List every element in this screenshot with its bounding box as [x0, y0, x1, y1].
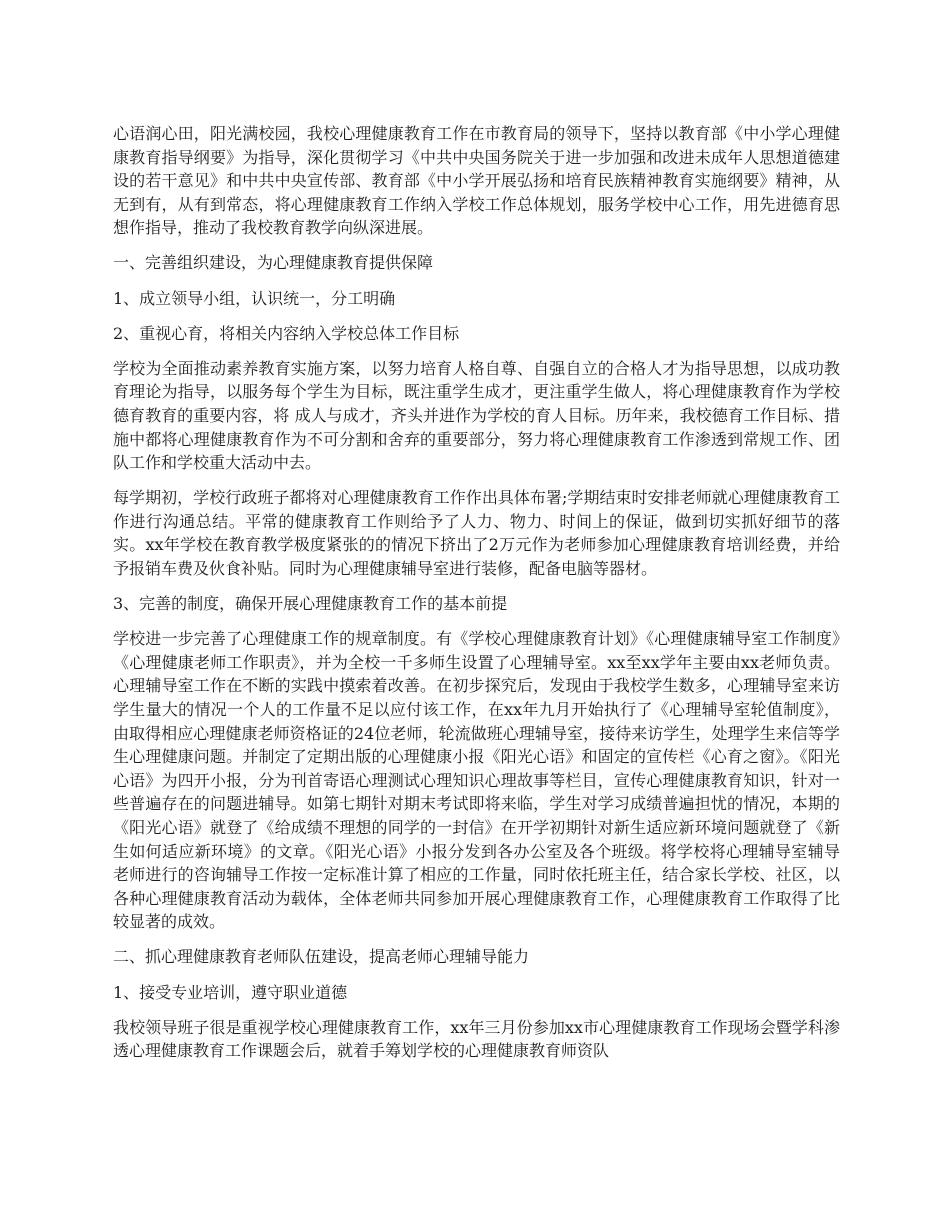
subheading-leadership-group: 1、成立领导小组，认识统一，分工明确: [113, 288, 396, 308]
paragraph-quality-education: 学校为全面推动素养教育实施方案，以努力培育人格自尊、自强自立的合格人才为指导思想，以成功教育理论为指导，以服务每个学生为目标，既注重学生成才，更注重学生做人，将心理健康教育作为学校德育教育的重要内容，将 成人与成才，齐头并进作为学校的育人目标。历年来，我校德育工作目标、措施中都将心理健康教育作为不可分割和舍弃的重要部分，努力将心理健康教育工作渗透到常规工作、团队工作和学校重大活动中去。: [113, 358, 840, 473]
section-heading-organization: 一、完善组织建设，为心理健康教育提供保障: [113, 253, 434, 273]
document-page: [113, 122, 840, 1074]
subheading-system-improvement: 3、完善的制度，确保开展心理健康教育工作的基本前提: [113, 594, 508, 614]
paragraph-semester-planning: 每学期初，学校行政班子都将对心理健康教育工作作出具体布署;学期结束时安排老师就心理健康教育工作进行沟通总结。平常的健康教育工作则给予了人力、物力、时间上的保证，做到切实抓好细节的落实。xx年学校在教育教学极度紧张的的情况下挤出了2万元作为老师参加心理健康教育培训经费，并给予报销车费及伙食补贴。同时为心理健康辅导室进行装修，配备电脑等器材。: [113, 488, 840, 578]
subheading-professional-training: 1、接受专业培训，遵守职业道德: [113, 982, 348, 1002]
section-heading-teacher-team: 二、抓心理健康教育老师队伍建设，提高老师心理辅导能力: [113, 947, 530, 967]
subheading-psychological-education: 2、重视心育，将相关内容纳入学校总体工作目标: [113, 323, 460, 343]
paragraph-leadership-emphasis: 我校领导班子很是重视学校心理健康教育工作，xx年三月份参加xx市心理健康教育工作现场会暨学科渗透心理健康教育工作课题会后，就着手筹划学校的心理健康教育师资队: [113, 1017, 840, 1061]
paragraph-regulations: 学校进一步完善了心理健康工作的规章制度。有《学校心理健康教育计划》《心理健康辅导室工作制度》《心理健康老师工作职责》，并为全校一千多师生设置了心理辅导室。xx至xx学年主要由xx老师负责。心理辅导室工作在不断的实践中摸索着改善。在初步探究后，发现由于我校学生数多，心理辅导室来访学生量大的情况一个人的工作量不足以应付该工作，在xx年九月开始执行了《心理辅导室轮值制度》，由取得相应心理健康老师资格证的24位老师，轮流做班心理辅导室，接待来访学生，处理学生来信等学生心理健康问题。并制定了定期出版的心理健康小报《阳光心语》和固定的宣传栏《心育之窗》。《阳光心语》为四开小报，分为刊首寄语心理测试心理知识心理故事等栏目，宣传心理健康教育知识，针对一些普遍存在的问题进辅导。如第七期针对期末考试即将来临，学生对学习成绩普遍担忧的情况，本期的《阳光心语》就登了《给成绩不理想的同学的一封信》在开学初期针对新生适应新环境问题就登了《新生如何适应新环境》的文章。《阳光心语》小报分发到各办公室及各个班级。将学校将心理辅导室辅导老师进行的咨询辅导工作按一定标准计算了相应的工作量，同时依托班主任，结合家长学校、社区，以各种心理健康教育活动为载体，全体老师共同参加开展心理健康教育工作，心理健康教育工作取得了比较显著的成效。: [113, 629, 840, 932]
intro-paragraph: 心语润心田，阳光满校园，我校心理健康教育工作在市教育局的领导下，坚持以教育部《中小学心理健康教育指导纲要》为指导，深化贯彻学习《中共中央国务院关于进一步加强和改进未成年人思想道德建设的若干意见》和中共中央宣传部、教育部《中小学开展弘扬和培育民族精神教育实施纲要》精神，从无到有，从有到常态，将心理健康教育工作纳入学校工作总体规划，服务学校中心工作，用先进德育思想作指导，推动了我校教育教学向纵深进展。: [113, 124, 840, 238]
